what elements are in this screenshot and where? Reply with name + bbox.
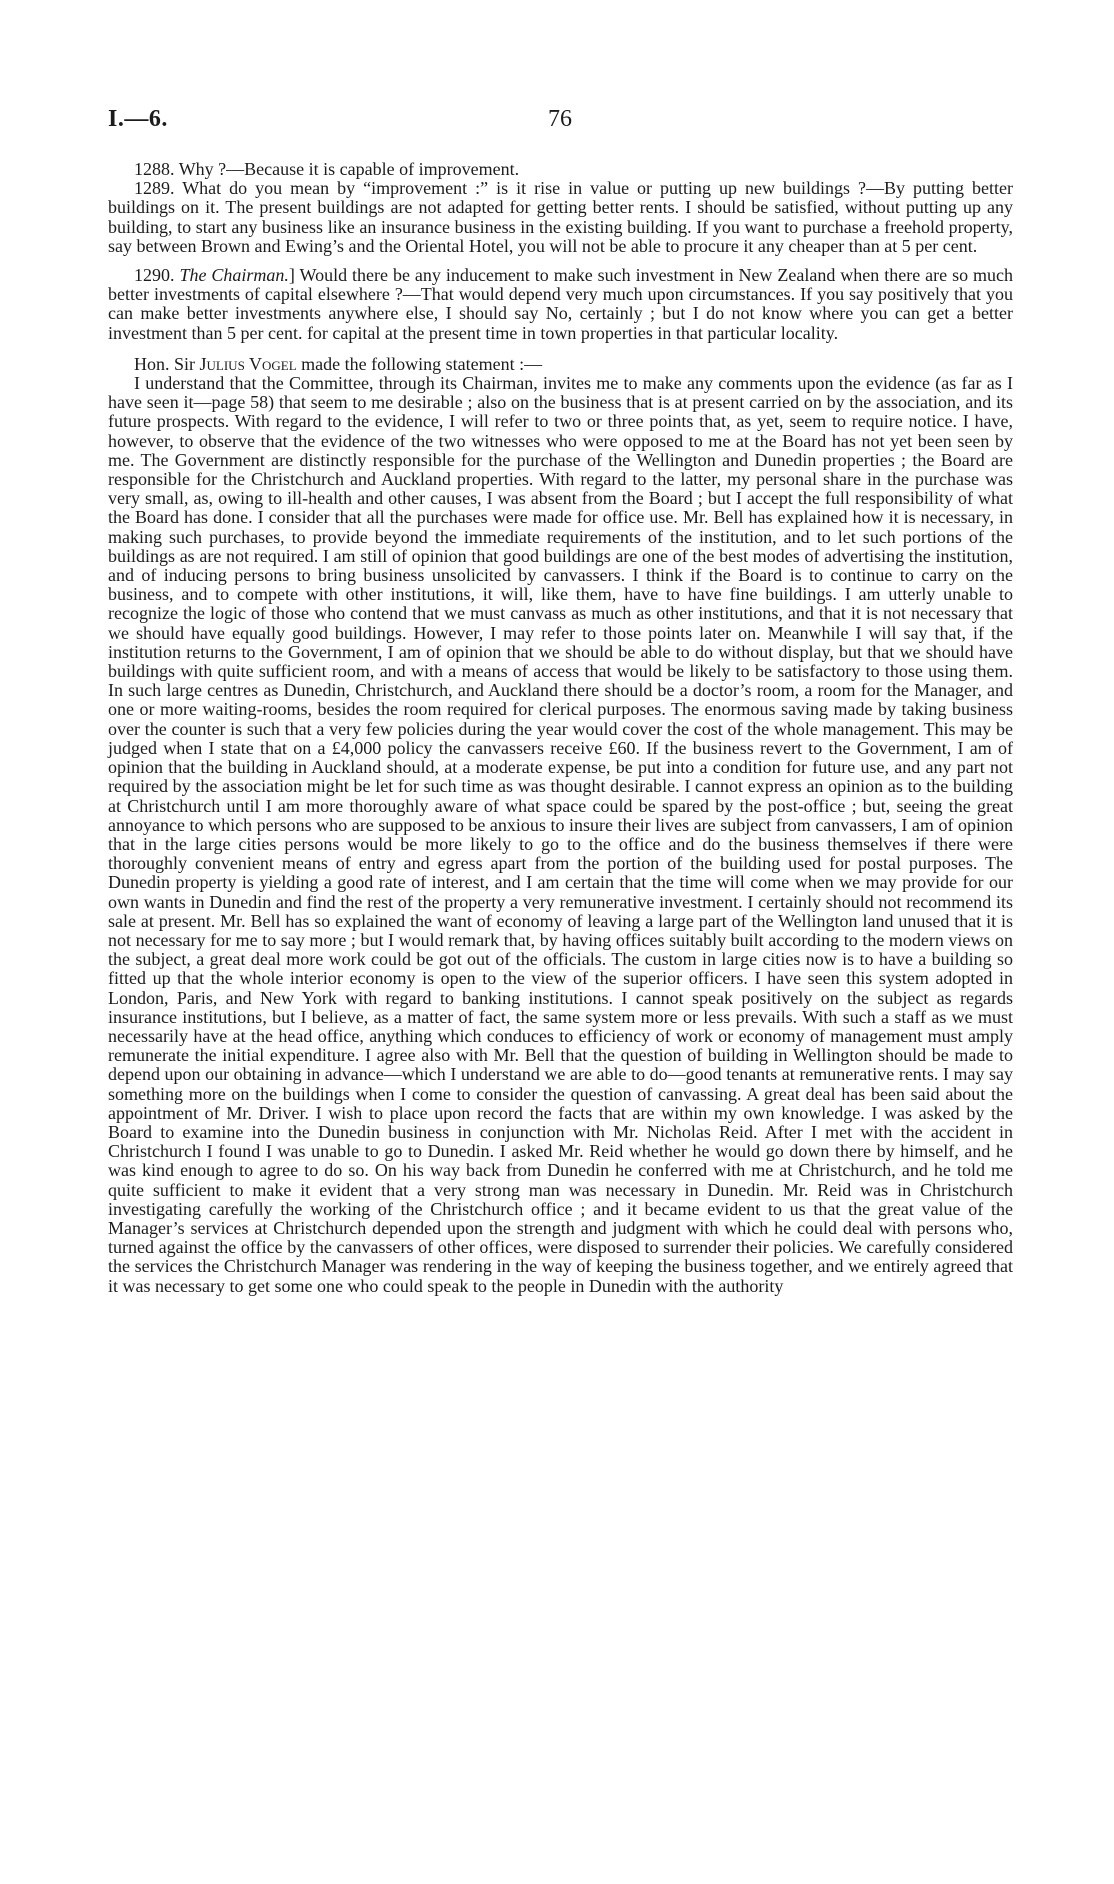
paragraph-text: What do you mean by “improvement :” is it rise in value or putting up new buildings ?—By putting better buildings on it. The present buildings are not adapted for getting better rents. I should be satisfied, without putting up any building, to start any business like an insurance business in the existing building. If you want to purchase a freehold property, say between Brown and Ewing’s and the Oriental Hotel, you will not be able to procure it any cheaper than at 5 per cent. [108,178,1014,256]
statement-speaker: Julius Vogel [199,353,297,374]
statement-intro [108,355,1013,374]
page-header [108,106,1013,136]
paragraph-text: Why ?—Because it is capable of improvement. [178,159,520,179]
paragraph-text: Would there be any inducement to make such investment in New Zealand when there are so much better investments of capital elsewhere ?—That would depend very much upon circumstances. If you say positively that you can make better investments anywhere else, I should say No, certainly ; but I do not know where you can get a better investment than 5 per cent. for capital at the present time in town properties in that particular locality. [108,265,1014,343]
paragraph-1289 [108,179,1013,256]
statement-title-prefix: Hon. Sir [134,353,196,374]
document-body [108,160,1013,1296]
statement-title-suffix: made the following statement :— [301,353,543,374]
page-number: 76 [548,106,572,132]
paragraph-1290: 1290. The Chairman.] Would there be any inducement to make such investment in New Zealand when there are so much better investments of capital elsewhere ?—That would depend very much upon circumstances. If you say positively that you can make better investments anywhere else, I should say No, certainly ; but I do not know where you can get a better investment than 5 per cent. for capital at the present time in town properties in that particular locality. [108,265,1014,343]
paragraph-number: 1289. [134,178,175,199]
paragraph-number: 1290. [134,265,175,286]
speaker-name: The Chairman. [179,265,289,286]
paragraph-1288 [108,160,1013,179]
statement-text: I understand that the Committee, through its Chairman, invites me to make any comments upon the evidence (as far as I have seen it—page 58) that seem to me desirable ; also on the business that is at present carried on by the association, and its future prospects. With regard to the evidence, I will refer to two or three points that, as yet, seem to require notice. I have, however, to observe that the evidence of the two witnesses who were opposed to me at the Board has not yet been seen by me. The Government are distinctly responsible for the purchase of the Wellington and Dunedin properties ; the Board are responsible for the Christchurch and Auckland properties. With regard to the latter, my personal share in the purchase was very small, as, owing to ill-health and other causes, I was absent from the Board ; but I accept the full responsibility of what the Board has done. I consider that all the purchases were made for office use. Mr. Bell has explained how it is necessary, in making such purchases, to provide beyond the immediate requirements of the institution, and to let such portions of the buildings as are not required. I am still of opinion that good buildings are one of the best modes of advertising the institution, and of inducing persons to bring business unsolicited by canvassers. I think if the Board is to continue to carry on the business, and to compete with other institutions, it will, like them, have to have fine buildings. I am utterly unable to recognize the logic of those who contend that we must canvass as much as other institutions, and that it is not necessary that we should have equally good buildings. However, I may refer to those points later on. Meanwhile I will say that, if the institution returns to the Government, I am of opinion that we should be able to do without display, but that we should have buildings with quite sufficient room, and with a means of access that would be likely to be satisfactory to those using them. In such large centres as Dunedin, Christchurch, and Auckland there should be a doctor’s room, a room for the Manager, and one or more waiting-rooms, besides the room required for clerical purposes. The enormous saving made by taking business over the counter is such that a very few policies during the year would cover the cost of the whole management. This may be judged when I state that on a £4,000 policy the canvassers receive £60. If the business revert to the Government, I am of opinion that the building in Auckland should, at a moderate expense, be put into a condition for future use, and any part not required by the association might be let for such time as was thought desirable. I cannot express an opinion as to the building at Christchurch until I am more thoroughly aware of what space could be spared by the post-office ; but, seeing the great annoyance to which persons who are supposed to be anxious to insure their lives are subject from canvassers, I am of opinion that in the large cities persons would be more likely to go to the office and do the business themselves if there were thoroughly convenient means of entry and egress apart from the portion of the building used for postal purposes. The Dunedin property is yielding a good rate of interest, and I am certain that the time will come when we may provide for our own wants in Dunedin and find the rest of the property a very remunerative investment. I certainly should not recommend its sale at present. Mr. Bell has so explained the want of economy of leaving a large part of the Wellington land unused that it is not necessary for me to say more ; but I would remark that, by having offices suitably built according to the modern views on the subject, a great deal more work could be got out of the officials. The custom in large cities now is to have a building so fitted up that the whole interior economy is open to the view of the superior officers. I have seen this system adopted in London, Paris, and New York with regard to banking institutions. I cannot speak positively on the subject as regards insurance institutions, but I believe, as a matter of fact, the same system more or less prevails. With such a staff as we must necessarily have at the head office, anything which conduces to efficiency of work or economy of management must amply remunerate the initial expenditure. I agree also with Mr. Bell that the question of building in Wellington should be made to depend upon our obtaining in advance—which I understand we are able to do—good tenants at remunerative rents. I may say something more on the buildings when I come to consider the question of canvassing. A great deal has been said about the appointment of Mr. Driver. I wish to place upon record the facts that are within my own knowledge. I was asked by the Board to examine into the Dunedin business in conjunction with Mr. Nicholas Reid. After I met with the accident in Christchurch I found I was unable to go to Dunedin. I asked Mr. Reid whether he would go down there by himself, and he was kind enough to agree to do so. On his way back from Dunedin he conferred with me at Christchurch, and he told me quite sufficient to make it evident that a very strong man was necessary in Dunedin. Mr. Reid was in Christchurch investigating carefully the working of the Christchurch office ; and it became evident to us that the great value of the Manager’s services at Christchurch depended upon the strength and judgment with which he could deal with persons who, turned against the office by the canvassers of other offices, were disposed to surrender their policies. We carefully considered the services the Christchurch Manager was rendering in the way of keeping the business together, and we entirely agreed that it was necessary to get some one who could speak to the people in Dunedin with the authority [108,373,1013,1296]
paragraph-number: 1288. [134,159,175,179]
document-reference: I.—6. [108,106,168,132]
